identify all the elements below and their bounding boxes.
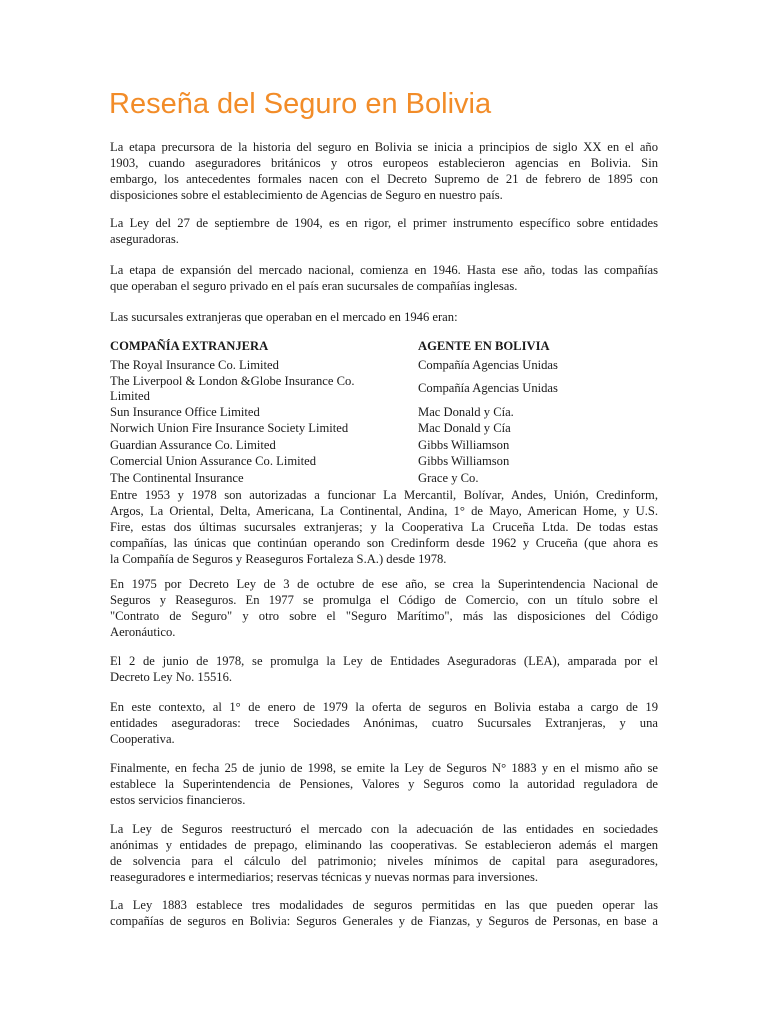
text-line: "Contrato de Seguro" y otro sobre el "Seguro Marítimo", más las disposiciones del Código [110, 609, 658, 623]
table-cell-company: The Continental Insurance [110, 471, 244, 485]
paragraph [110, 653, 658, 685]
text-line: La Ley de Seguros reestructuró el mercado con la adecuación de las entidades en sociedades [110, 822, 658, 836]
table-cell-agent: Gibbs Williamson [418, 438, 510, 452]
text-line: En 1975 por Decreto Ley de 3 de octubre de ese año, se crea la Superintendencia Nacional de [110, 577, 658, 591]
table-header-company: COMPAÑÍA EXTRANJERA [110, 339, 269, 353]
paragraph [110, 309, 658, 325]
text-line: establece la Superintendencia de Pensiones, Valores y Seguros como la autoridad reguladora de [110, 777, 658, 791]
text-line: estos servicios financieros. [110, 793, 246, 807]
text-line: compañías de seguros en Bolivia: Seguros Generales y de Fianzas, y Seguros de Personas, en base a [110, 914, 658, 928]
table-header-agent: AGENTE EN BOLIVIA [418, 339, 550, 353]
table-cell-agent: Compañía Agencias Unidas [418, 358, 558, 372]
text-line: Finalmente, en fecha 25 de junio de 1998, se emite la Ley de Seguros N° 1883 y en el mismo año se [110, 761, 658, 775]
table-cell-company: Guardian Assurance Co. Limited [110, 438, 276, 452]
table-cell-agent: Mac Donald y Cía [418, 421, 511, 435]
paragraph [110, 215, 658, 247]
text-line: Decreto Ley No. 15516. [110, 670, 233, 684]
text-line: aseguradoras. [110, 232, 179, 246]
table-cell-company: Norwich Union Fire Insurance Society Limited [110, 421, 349, 435]
text-line: de solvencia para el cálculo del patrimonio; niveles mínimos de capital para aseguradores, [110, 854, 658, 868]
text-line: La Ley del 27 de septiembre de 1904, es en rigor, el primer instrumento específico sobre entidades [110, 216, 658, 230]
table-cell-agent: Mac Donald y Cía. [418, 405, 514, 419]
text-line: compañías, las únicas que continúan operando son Credinform desde 1962 y Cruceña (que ahora es [110, 536, 658, 550]
text-line: El 2 de junio de 1978, se promulga la Ley de Entidades Aseguradoras (LEA), amparada por el [110, 654, 658, 668]
text-line: La etapa precursora de la historia del seguro en Bolivia se inicia a principios de siglo XX en el año [110, 140, 658, 154]
text-line: la Compañía de Seguros y Reaseguros Fortaleza S.A.) desde 1978. [110, 552, 447, 566]
table-cell-agent: Compañía Agencias Unidas [418, 381, 558, 395]
paragraph [110, 576, 658, 640]
paragraph [110, 760, 658, 808]
text-line: disposiciones sobre el establecimiento de Agencias de Seguro en nuestro país. [110, 188, 503, 202]
paragraph [110, 262, 658, 294]
table-cell-company: The Royal Insurance Co. Limited [110, 358, 279, 372]
paragraph [110, 897, 658, 929]
paragraph [110, 487, 658, 567]
text-line: Cooperativa. [110, 732, 175, 746]
table-cell-agent: Grace y Co. [418, 471, 479, 485]
text-line: Argos, La Oriental, Delta, Americana, La Continental, Andina, 1° de Mayo, American Home, y U.S. [110, 504, 658, 518]
paragraph [110, 699, 658, 747]
text-line: Aeronáutico. [110, 625, 176, 639]
text-line: Fire, estas dos últimas sucursales extranjeras; y la Cooperativa La Cruceña Ltda. De todas estas [110, 520, 658, 534]
text-line: 1903, cuando aseguradores británicos y otros europeos establecieron agencias en Bolivia. Sin [110, 156, 658, 170]
text-line: Las sucursales extranjeras que operaban en el mercado en 1946 eran: [110, 310, 458, 324]
text-line: Seguros y Reaseguros. En 1977 se promulga el Código de Comercio, con un título sobre el [110, 593, 658, 607]
text-line: entidades aseguradoras: trece Sociedades Anónimas, cuatro Sucursales Extranjeras, y una [110, 716, 658, 730]
text-line: La Ley 1883 establece tres modalidades de seguros permitidas en las que pueden operar las [110, 898, 658, 912]
document-title: Reseña del Seguro en Bolivia [109, 88, 492, 120]
table-cell-company: The Liverpool & London &Globe Insurance Co. Limited [110, 374, 355, 403]
text-line: Entre 1953 y 1978 son autorizadas a funcionar La Mercantil, Bolívar, Andes, Unión, Credinform, [110, 488, 658, 502]
table-cell-company: Sun Insurance Office Limited [110, 405, 260, 419]
text-line: que operaban el seguro privado en el país eran sucursales de compañías inglesas. [110, 279, 518, 293]
paragraph [110, 821, 658, 885]
text-line: anónimas y entidades de prepago, eliminando las cooperativas. Se establecieron además el margen [110, 838, 658, 852]
text-line: En este contexto, al 1° de enero de 1979 la oferta de seguros en Bolivia estaba a cargo de 19 [110, 700, 658, 714]
text-line: embargo, los antecedentes formales nacen con el Decreto Supremo de 21 de febrero de 1895 con [110, 172, 658, 186]
text-line: La etapa de expansión del mercado nacional, comienza en 1946. Hasta ese año, todas las compañías [110, 263, 658, 277]
table-cell-company: Comercial Union Assurance Co. Limited [110, 454, 317, 468]
text-line: reaseguradores e intermediarios; reservas técnicas y nuevas normas para inversiones. [110, 870, 539, 884]
table-cell-agent: Gibbs Williamson [418, 454, 510, 468]
paragraph [110, 139, 658, 203]
